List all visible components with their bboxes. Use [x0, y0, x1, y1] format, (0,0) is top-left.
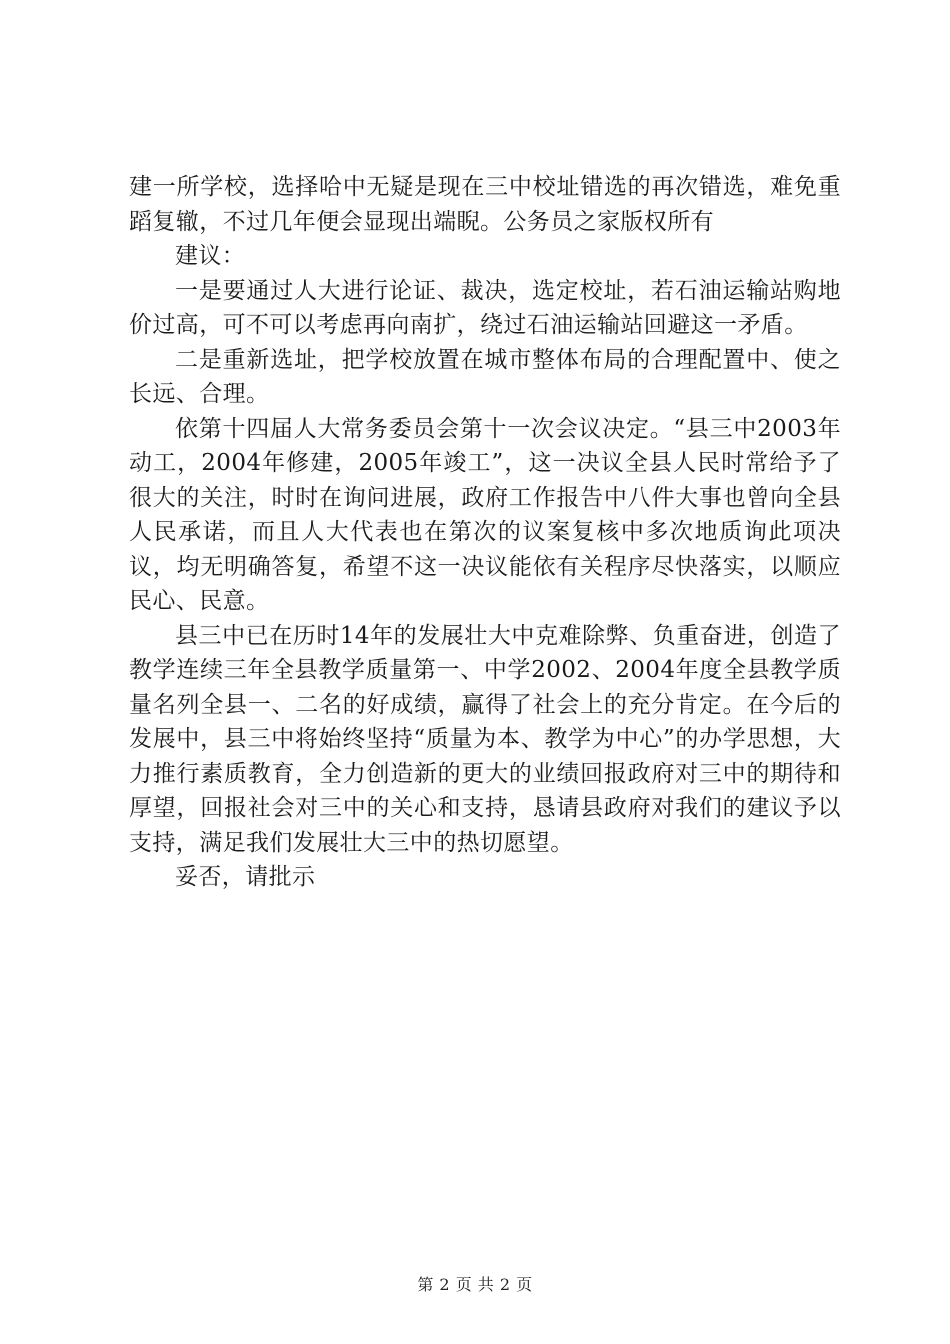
paragraph-continuation: 建一所学校，选择哈中无疑是现在三中校址错选的再次错选，难免重蹈复辙，不过几年便会显现出端睨。公务员之家版权所有: [129, 174, 841, 235]
paragraph-suggestion-heading: 建议：: [175, 243, 246, 269]
paragraph-resolution: 依第十四届人大常务委员会第十一次会议决定。“县三中2003年动工，2004年修建，2005年竣工”，这一决议全县人民时常给予了很大的关注，时时在询问进展，政府工作报告中八件大事也曾向全县人民承诺，而且人大代表也在第次的议案复核中多次地质询此项决议，均无明确答复，希望不这一决议能依有关程序尽快落实，以顺应民心、民意。: [129, 415, 841, 614]
paragraph-school-achievements: 县三中已在历时14年的发展壮大中克难除弊、负重奋进，创造了教学连续三年全县教学质量第一、中学2002、2004年度全县教学质量名列全县一、二名的好成绩，赢得了社会上的充分肯定。在今后的发展中，县三中将始终坚持“质量为本、教学为中心”的办学思想，大力推行素质教育，全力创造新的更大的业绩回报政府对三中的期待和厚望，回报社会对三中的关心和支持，恳请县政府对我们的建议予以支持，满足我们发展壮大三中的热切愿望。: [129, 622, 841, 856]
page-footer: 第 2 页 共 2 页: [417, 1275, 533, 1294]
document-body: [129, 170, 841, 895]
paragraph-suggestion-two: 二是重新选址，把学校放置在城市整体布局的合理配置中、使之长远、合理。: [129, 346, 841, 407]
paragraph-suggestion-one: 一是要通过人大进行论证、裁决，选定校址，若石油运输站购地价过高，可不可以考虑再向南扩，绕过石油运输站回避这一矛盾。: [129, 277, 841, 338]
paragraph-closing: 妥否，请批示: [175, 864, 316, 890]
